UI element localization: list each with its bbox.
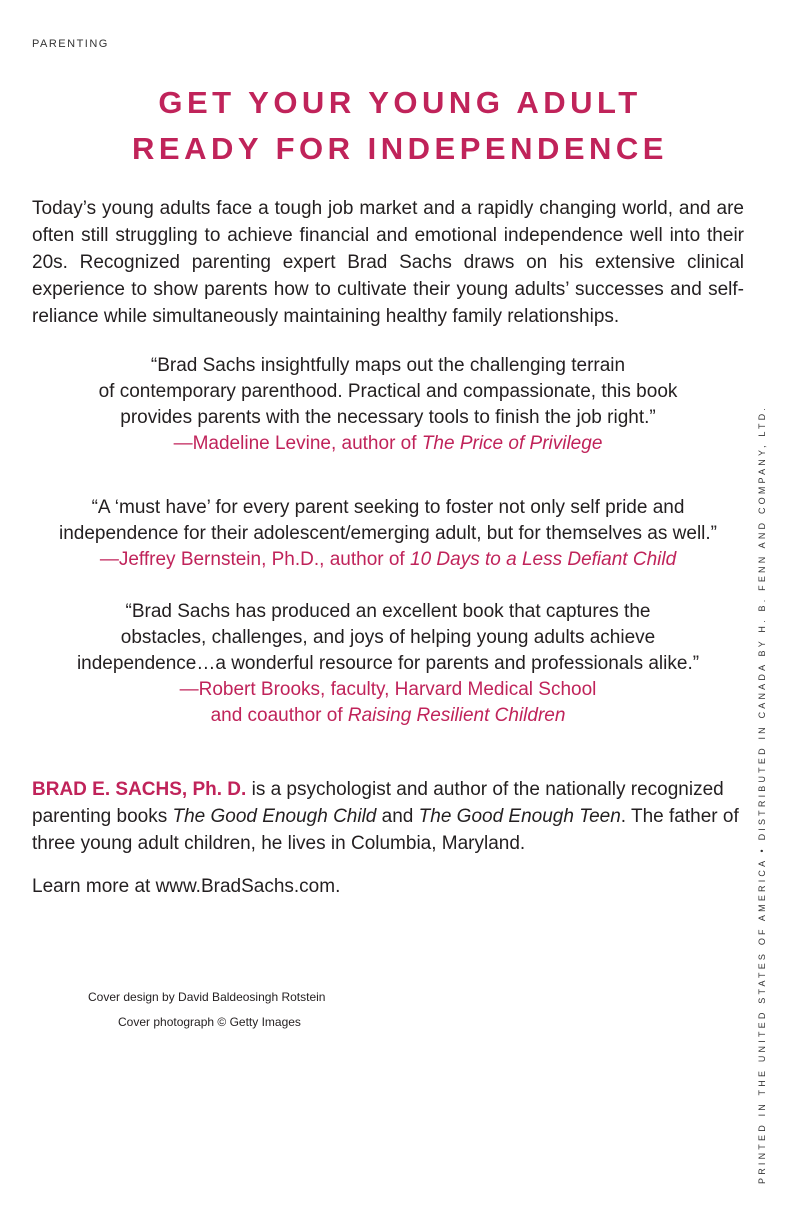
bio-text: is a psychologist and author of the nationally recognized parenting books <box>32 779 724 827</box>
attribution-book-title: The Price of Privilege <box>421 433 603 454</box>
intro-paragraph: Today’s young adults face a tough job market and a rapidly changing world, and are often still struggling to achieve financial and emotional independence well into their 20s. Recognized parenting expert Brad Sachs draws on his extensive clinical experience to show parents how to cultivate their young adults’ successes and self-reliance while simultaneously maintaining healthy family relationships. <box>32 198 744 327</box>
blurb-line: “Brad Sachs insightfully maps out the challenging terrain <box>150 355 626 376</box>
category-label: PARENTING <box>32 38 109 50</box>
blurb-line: obstacles, challenges, and joys of helping young adults achieve <box>120 627 656 648</box>
blurb-brooks <box>30 599 746 729</box>
headline <box>0 80 800 172</box>
author-bio <box>32 776 747 857</box>
bio-book-title: The Good Enough Child <box>172 806 377 827</box>
bio-text: . The father of three young adult children, he lives in Columbia, Maryland. <box>32 806 739 854</box>
headline-line-1: GET YOUR YOUNG ADULT <box>158 85 642 120</box>
blurb-attribution: —Robert Brooks, faculty, Harvard Medical School <box>179 679 597 700</box>
blurb-line: independence…a wonderful resource for parents and professionals alike.” <box>76 653 700 674</box>
blurb-line: “A ‘must have’ for every parent seeking to foster not only self pride and <box>91 497 685 518</box>
bio-book-title: The Good Enough Teen <box>418 806 621 827</box>
cover-design-credit: Cover design by David Baldeosingh Rotstein <box>88 990 326 1004</box>
blurb-line: of contemporary parenthood. Practical and compassionate, this book <box>98 381 678 402</box>
attribution-prefix: —Jeffrey Bernstein, Ph.D., author of <box>99 549 410 570</box>
bio-text: and <box>376 806 419 827</box>
blurb-line: independence for their adolescent/emerging adult, but for themselves as well.” <box>59 523 717 544</box>
blurb-attribution <box>30 431 746 457</box>
blurb-levine <box>30 353 746 457</box>
blurb-attribution <box>30 547 746 573</box>
attribution-prefix: —Madeline Levine, author of <box>173 433 422 454</box>
blurb-line: provides parents with the necessary tools to finish the job right.” <box>120 407 656 428</box>
spine-imprint-text: PRINTED IN THE UNITED STATES OF AMERICA • DISTRIBUTED IN CANADA BY H. B. FENN AND COMPANY, LTD. <box>757 404 767 1184</box>
attribution-book-title: Raising Resilient Children <box>347 705 566 726</box>
learn-more-line: Learn more at www.BradSachs.com. <box>32 876 341 897</box>
attribution-prefix: and coauthor of <box>210 705 348 726</box>
cover-photo-credit: Cover photograph © Getty Images <box>118 1015 301 1029</box>
headline-line-2: READY FOR INDEPENDENCE <box>132 131 668 166</box>
author-name: BRAD E. SACHS, Ph. D. <box>32 779 247 800</box>
blurb-bernstein <box>30 495 746 573</box>
blurb-attribution-2 <box>30 703 746 729</box>
blurb-line: “Brad Sachs has produced an excellent book that captures the <box>125 601 651 622</box>
attribution-book-title: 10 Days to a Less Defiant Child <box>410 549 677 570</box>
